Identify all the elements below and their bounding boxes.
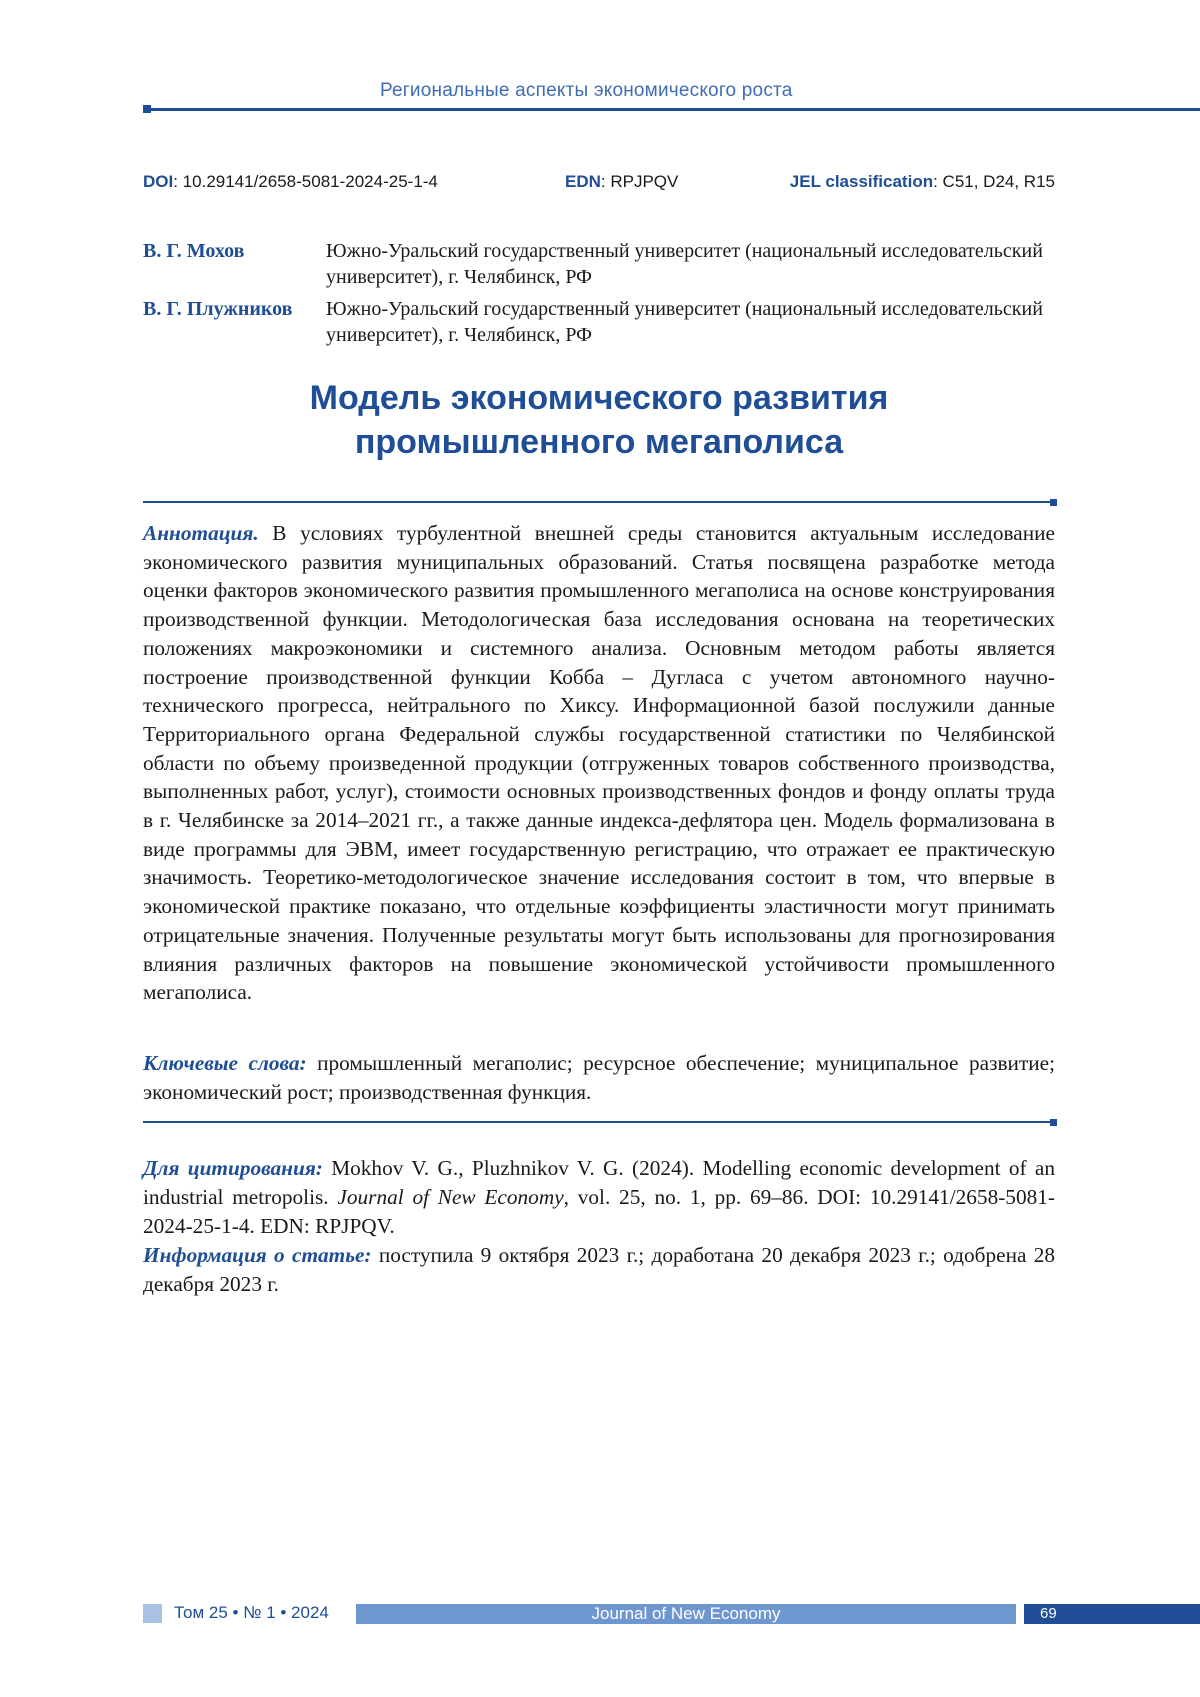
footer-journal-bar [356,1604,1016,1624]
abstract-top-rule [143,501,1053,503]
jel-label: JEL classification [789,172,934,191]
citation-text-before: Mokhov V. G., Pluzhnikov V. G. (2024). Modelling economic development of an industrial metropolis. [143,1156,1055,1209]
edn-value: : RPJPQV [600,172,679,191]
jel-value: : C51, D24, R15 [933,172,1055,191]
keywords-text: промышленный мегаполис; ресурсное обеспечение; муниципальное развитие; экономический рост; производственная функция. [143,1051,1056,1104]
article-info [143,1241,1055,1299]
citation-text-after: , vol. 25, no. 1, pp. 69–86. DOI: 10.29141/2658-5081-2024-25-1-4. EDN: RPJPQV. [143,1185,1055,1238]
footer-square [143,1604,162,1623]
author-name: В. Г. Мохов [143,240,245,262]
title-line-1: Модель экономического развития [309,379,889,417]
citation-label: Для цитирования: [143,1156,323,1180]
citation [143,1154,1055,1241]
abstract-top-rule-cap [1050,499,1057,506]
doi-label: DOI [143,172,174,191]
doi [143,172,438,192]
article-info-label: Информация о статье: [143,1243,372,1267]
abstract-bottom-rule-cap [1050,1119,1057,1126]
doi-value: : 10.29141/2658-5081-2024-25-1-4 [173,172,438,191]
abstract-label: Аннотация. [143,521,259,545]
abstract-bottom-rule [143,1121,1053,1123]
page-number: 69 [1040,1605,1057,1622]
edn [565,172,678,192]
jel-classification [790,172,1055,192]
author-affiliation: Южно-Уральский государственный университет (национальный исследовательский университет), г. Челябинск, РФ [326,240,1043,288]
abstract [143,519,1055,1007]
footer-page-box [1024,1604,1200,1624]
footer-issue: Том 25 • № 1 • 2024 [174,1603,329,1622]
footer-journal: Journal of New Economy [591,1604,781,1623]
article-title [143,376,1055,464]
edn-label: EDN [565,172,601,191]
article-info-text: поступила 9 октября 2023 г.; доработана 20 декабря 2023 г.; одобрена 28 декабря 2023 г. [143,1243,1056,1296]
keywords-label: Ключевые слова: [143,1051,307,1075]
header-rule-cap [143,105,151,113]
header-rule [143,108,1200,111]
author-affiliation: Южно-Уральский государственный университет (национальный исследовательский университет), г. Челябинск, РФ [326,298,1043,346]
running-header: Региональные аспекты экономического роста [380,80,793,101]
keywords [143,1049,1055,1107]
title-line-2: промышленного мегаполиса [354,423,844,461]
citation-journal: Journal of New Economy [337,1185,564,1209]
identifiers [143,172,1055,196]
abstract-text: В условиях турбулентной внешней среды становится актуальным исследование экономического развития муниципальных образований. Статья посвящена разработке метода оценки факторов экономического развития промышленного мегаполиса на основе конструирования производственной функции. Методологическая база исследования основана на теоретических положениях макроэкономики и системного анализа. Основным методом работы является построение производственной функции Кобба – Дугласа с учетом автономного научно-технического прогресса, нейтрального по Хиксу. Информационной базой послужили данные Территориального органа Федеральной службы государственной статистики по Челябинской области по объему произведенной продукции (отгруженных товаров собственного производства, выполненных работ, услуг), стоимости основных производственных фондов и фонду оплаты труда в г. Челябинске за 2014–2021 гг., а также данные индекса-дефлятора цен. Модель формализована в виде программы для ЭВМ, имеет государственную регистрацию, что отражает ее практическую значимость. Теоретико-методологическое значение исследования состоит в том, что впервые в экономической практике показано, что отдельные коэффициенты эластичности могут принимать отрицательные значения. Полученные результаты могут быть использованы для прогнозирования влияния различных факторов на повышение экономической устойчивости промышленного мегаполиса. [143,521,1055,1005]
author-name: В. Г. Плужников [143,298,293,320]
